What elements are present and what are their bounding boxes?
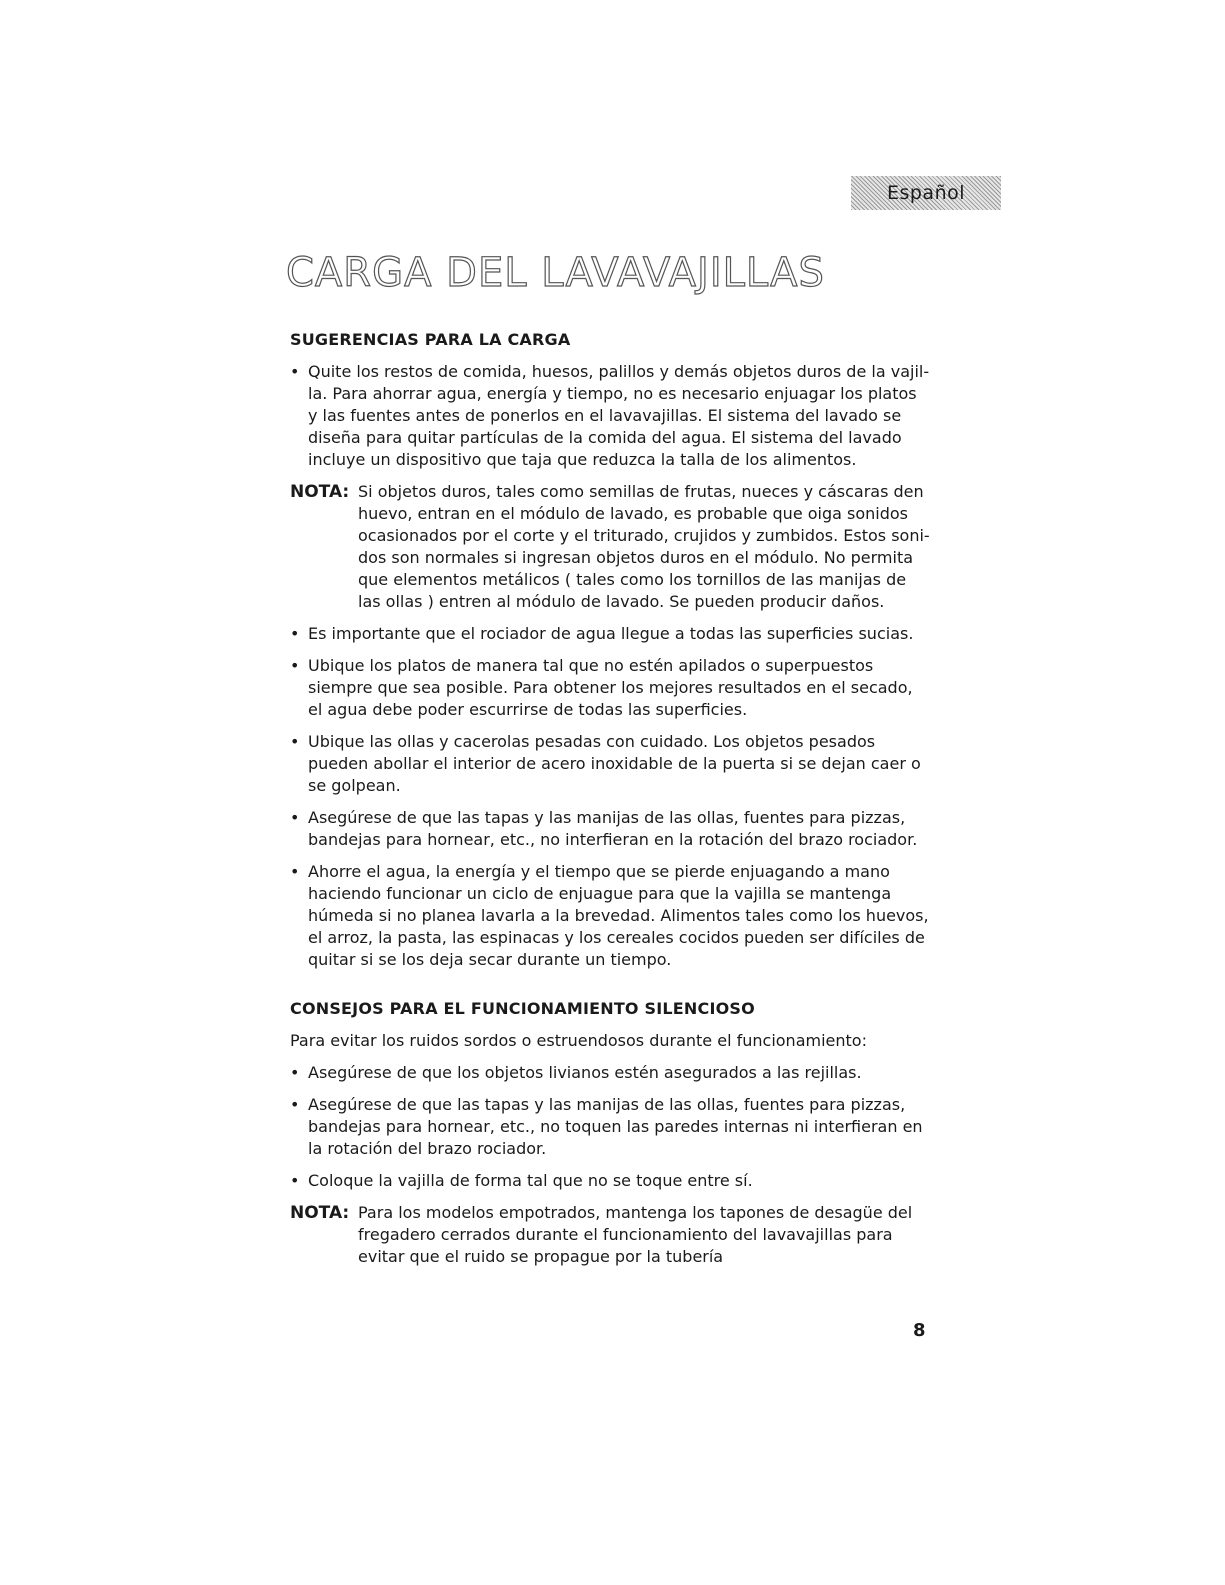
language-tab — [851, 176, 1001, 210]
page-content — [290, 330, 930, 1278]
section-gap — [290, 981, 930, 999]
section-intro: Para evitar los ruidos sordos o estruendosos durante el funcionamiento: — [290, 1031, 867, 1050]
note-label: NOTA: — [290, 482, 350, 502]
list-item: • Quite los restos de comida, huesos, palillos y demás objetos duros de la vajil-la. Para ahorrar agua, energía y tiempo, no es necesario enjuagar los platos y las fuentes antes de ponerlos en el lavavajillas. El sistema del lavado se diseña para quitar partículas de la comida del agua. El sistema del lavado incluye un dispositivo que taja que reduzca la talla de los alimentos. — [290, 361, 930, 471]
section-heading-quiet-operation: CONSEJOS PARA EL FUNCIONAMIENTO SILENCIOSO — [290, 999, 755, 1018]
list-item: • Ubique las ollas y cacerolas pesadas con cuidado. Los objetos pesados pueden abollar el interior de acero inoxidable de la puerta si se dejan caer o se golpean. — [290, 731, 930, 797]
page-title: CARGA DEL LAVAVAJILLAS — [286, 250, 825, 296]
note-label: NOTA: — [290, 1203, 350, 1223]
note-block — [290, 1202, 930, 1268]
section-heading-loading-tips: SUGERENCIAS PARA LA CARGA — [290, 330, 571, 349]
note-block — [290, 481, 930, 613]
list-item: • Coloque la vajilla de forma tal que no se toque entre sí. — [290, 1170, 930, 1192]
language-tab-label: Español — [886, 182, 966, 204]
list-item: • Ahorre el agua, la energía y el tiempo que se pierde enjuagando a mano haciendo funcionar un ciclo de enjuague para que la vajilla se mantenga húmeda si no planea lavarla a la brevedad. Alimentos tales como los huevos, el arroz, la pasta, las espinacas y los cereales cocidos pueden ser difíciles de quitar si se los deja secar durante un tiempo. — [290, 861, 930, 971]
list-item: • Asegúrese de que las tapas y las manijas de las ollas, fuentes para pizzas, bandejas para hornear, etc., no interfieran en la rotación del brazo rociador. — [290, 807, 930, 851]
note-text: Para los modelos empotrados, mantenga los tapones de desagüe del fregadero cerrados durante el funcionamiento del lavavajillas para evitar que el ruido se propague por la tubería — [358, 1203, 913, 1266]
list-item: • Es importante que el rociador de agua llegue a todas las superficies sucias. — [290, 623, 930, 645]
list-item: • Asegúrese de que los objetos livianos estén asegurados a las rejillas. — [290, 1062, 930, 1084]
list-item: • Asegúrese de que las tapas y las manijas de las ollas, fuentes para pizzas, bandejas para hornear, etc., no toquen las paredes internas ni interfieran en la rotación del brazo rociador. — [290, 1094, 930, 1160]
list-item: • Ubique los platos de manera tal que no estén apilados o superpuestos siempre que sea posible. Para obtener los mejores resultados en el secado, el agua debe poder escurrirse de todas las superficies. — [290, 655, 930, 721]
page-number: 8 — [913, 1320, 926, 1341]
note-text: Si objetos duros, tales como semillas de frutas, nueces y cáscaras den huevo, entran en el módulo de lavado, es probable que oiga sonidos ocasionados por el corte y el triturado, crujidos y zumbidos. Estos soni-dos son normales si ingresan objetos duros en el módulo. No permita que elementos metálicos ( tales como los tornillos de las manijas de las ollas ) entren al módulo de lavado. Se pueden producir daños. — [358, 482, 930, 611]
